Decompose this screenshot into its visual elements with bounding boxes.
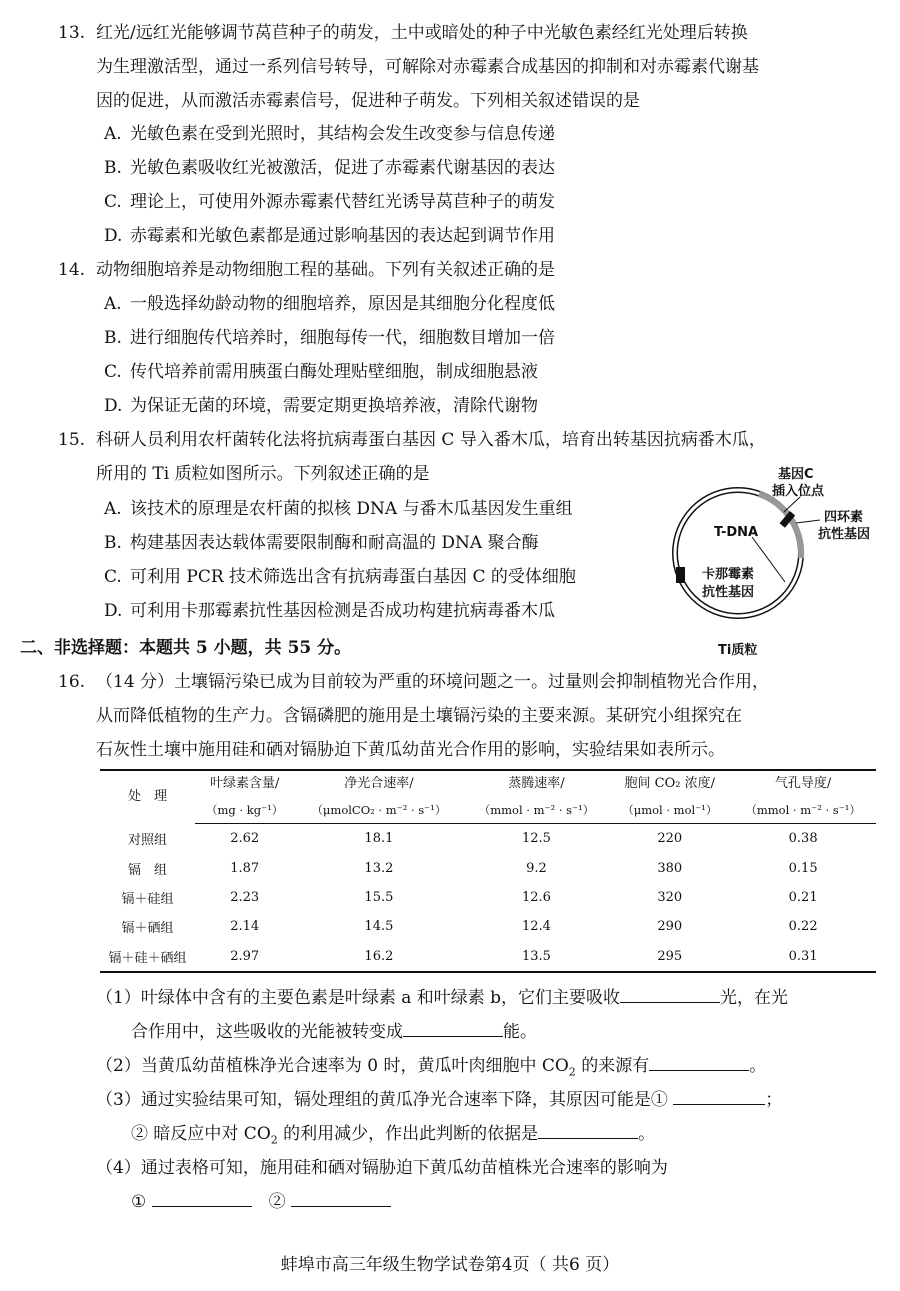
table-cell: 0.15 <box>788 860 818 876</box>
q16-sub1-line2 <box>131 1020 537 1044</box>
sub1-text-d: 能。 <box>503 1022 537 1042</box>
header-intercellular-co2 <box>609 770 730 797</box>
option-label: D. <box>104 396 123 416</box>
table-cell: 0.31 <box>730 942 876 972</box>
answer-blank[interactable] <box>673 1088 765 1105</box>
table-cell: 2.14 <box>230 919 260 935</box>
q13-option-d <box>104 224 555 248</box>
q14-number: 14. <box>58 260 86 280</box>
table-cell: 镉＋硅＋硒组 <box>100 942 195 972</box>
table-cell: 15.5 <box>364 889 394 905</box>
option-label: B. <box>104 533 122 553</box>
option-label: A. <box>104 124 122 144</box>
unit-intercellular-co2: （μmol · mol⁻¹） <box>609 797 730 824</box>
option-label: A. <box>104 499 122 519</box>
table-cell: 12.4 <box>522 919 551 935</box>
tetracycline-label: 四环素 <box>824 510 864 525</box>
q13-stem-2: 为生理激活型，通过一系列信号转导，可解除对赤霉素合成基因的抑制和对赤霉素代谢基 <box>96 57 759 77</box>
option-text: 可利用卡那霉素抗性基因检测是否成功构建抗病毒番木瓜 <box>130 601 555 621</box>
table-cell: 2.23 <box>230 889 260 905</box>
answer-blank[interactable] <box>291 1190 391 1207</box>
q15-stem-2: 所用的 Ti 质粒如图所示。下列叙述正确的是 <box>96 464 430 484</box>
q16-stem-3: 石灰性土壤中施用硅和硒对镉胁迫下黄瓜幼苗光合作用的影响，实验结果如表所示。 <box>96 740 725 760</box>
results-table <box>100 769 876 973</box>
kanamycin-gene-label: 抗性基因 <box>702 585 755 600</box>
header-treatment <box>100 770 195 824</box>
option-text: 赤霉素和光敏色素都是通过影响基因的表达起到调节作用 <box>130 226 555 246</box>
q16-number: 16. <box>58 672 86 692</box>
q13-stem-1: 红光/远红光能够调节莴苣种子的萌发，土中或暗处的种子中光敏色素经红光处理后转换 <box>96 23 748 43</box>
unit-chlorophyll: （mg · kg⁻¹） <box>195 797 294 824</box>
q14-option-c <box>104 360 538 384</box>
table-cell: 12.6 <box>522 889 551 905</box>
answer-marker-2: ② <box>268 1192 286 1212</box>
q16-sub2 <box>96 1054 766 1084</box>
tdna-segment <box>759 494 801 558</box>
sub1-text-b: 光，在光 <box>720 988 789 1008</box>
kanamycin-gene-block <box>676 567 685 583</box>
tet-pointer <box>796 520 820 523</box>
option-label: D. <box>104 601 123 621</box>
table-row <box>100 912 876 941</box>
insertion-site-label: 插入位点 <box>772 484 825 499</box>
ti-plasmid-diagram <box>660 460 892 660</box>
q16-stem-1: （14 分）土壤镉污染已成为目前较为严重的环境问题之一。过量则会抑制植物光合作用， <box>96 672 770 692</box>
header-label: 蒸腾速率/ <box>508 776 565 791</box>
option-label: C. <box>104 192 122 212</box>
option-text: 光敏色素在受到光照时，其结构会发生改变参与信息传递 <box>130 124 555 144</box>
header-transpiration <box>464 770 610 797</box>
q15-option-c <box>104 565 576 589</box>
q16-sub4-line1: （4）通过表格可知，施用硅和硒对镉胁迫下黄瓜幼苗植株光合速率的影响为 <box>96 1158 668 1178</box>
sub3-text-d: 的利用减少，作出此判断的依据是 <box>277 1124 539 1144</box>
option-label: C. <box>104 362 122 382</box>
sub2-text-b: 的来源有 <box>575 1056 650 1076</box>
q13-option-c <box>104 190 555 214</box>
q16-sub4-line2 <box>131 1190 391 1214</box>
q16-sub3-line1 <box>96 1088 782 1112</box>
table-cell: 0.21 <box>788 889 818 905</box>
unit-stomatal-conductance: （mmol · m⁻² · s⁻¹） <box>730 797 876 824</box>
q13-number: 13. <box>58 23 86 43</box>
table-row <box>100 942 876 972</box>
table-cell: 对照组 <box>128 832 168 848</box>
q14-option-a <box>104 292 555 316</box>
q16-sub3-line2 <box>131 1122 655 1152</box>
sub1-text-a: （1）叶绿体中含有的主要色素是叶绿素 a 和叶绿素 b，它们主要吸收 <box>96 988 621 1008</box>
q13-line-1 <box>58 21 748 45</box>
option-label: D. <box>104 226 123 246</box>
header-net-photosynthesis <box>294 770 463 797</box>
table-cell: 14.5 <box>364 919 394 935</box>
option-label: B. <box>104 328 122 348</box>
header-label: 胞间 CO₂ 浓度/ <box>624 776 716 791</box>
header-label: 气孔导度/ <box>774 776 832 791</box>
q15-option-a <box>104 497 573 521</box>
table-cell: 18.1 <box>364 831 394 847</box>
q13-option-b <box>104 156 555 180</box>
table-cell: 380 <box>657 860 683 876</box>
co2-subscript: 2 <box>568 1065 576 1079</box>
q15-option-b <box>104 531 539 555</box>
table-cell: 290 <box>657 919 683 935</box>
option-label: B. <box>104 158 122 178</box>
sub3-text-c: ② 暗反应中对 CO <box>131 1124 271 1144</box>
table-cell: 镉＋硅组 <box>121 891 174 907</box>
option-text: 该技术的原理是农杆菌的拟核 DNA 与番木瓜基因发生重组 <box>130 499 573 519</box>
section-title: 二、非选择题：本题共 5 小题，共 55 分。 <box>20 638 352 658</box>
sub2-text-a: （2）当黄瓜幼苗植株净光合速率为 0 时，黄瓜叶肉细胞中 CO <box>96 1056 569 1076</box>
sub3-text-b: ； <box>765 1090 783 1110</box>
header-stomatal-conductance <box>730 770 876 797</box>
q15-line-1 <box>58 428 766 452</box>
table-cell: 16.2 <box>294 942 463 972</box>
table-cell: 0.22 <box>788 919 818 935</box>
table-cell: 295 <box>609 942 730 972</box>
q15-stem-1: 科研人员利用农杆菌转化法将抗病毒蛋白基因 C 导入番木瓜，培育出转基因抗病番木瓜， <box>96 430 766 450</box>
tetracycline-gene-label: 抗性基因 <box>818 527 871 542</box>
table-cell: 0.38 <box>788 831 818 847</box>
option-text: 构建基因表达载体需要限制酶和耐高温的 DNA 聚合酶 <box>130 533 539 553</box>
answer-blank[interactable] <box>403 1020 503 1037</box>
table-cell: 12.5 <box>522 831 551 847</box>
kanamycin-label: 卡那霉素 <box>702 567 755 582</box>
header-chlorophyll <box>195 770 294 797</box>
option-text: 可利用 PCR 技术筛选出含有抗病毒蛋白基因 C 的受体细胞 <box>130 567 576 587</box>
q14-option-d <box>104 394 538 418</box>
answer-blank[interactable] <box>538 1122 638 1139</box>
co2-subscript: 2 <box>270 1133 278 1147</box>
q15-option-d <box>104 599 555 623</box>
option-text: 传代培养前需用胰蛋白酶处理贴壁细胞，制成细胞悬液 <box>130 362 538 382</box>
answer-marker-1: ① <box>131 1192 147 1212</box>
table-row <box>100 883 876 912</box>
header-label: 叶绿素含量/ <box>209 776 280 791</box>
table-cell: 2.62 <box>230 831 260 847</box>
q15-number: 15. <box>58 430 86 450</box>
sub3-text-a: （3）通过实验结果可知，镉处理组的黄瓜净光合速率下降，其原因可能是① <box>96 1090 668 1110</box>
option-text: 理论上，可使用外源赤霉素代替红光诱导莴苣种子的萌发 <box>130 192 555 212</box>
table-cell: 镉＋硒组 <box>121 921 174 937</box>
gene-c-label: 基因C <box>778 467 814 482</box>
answer-blank[interactable] <box>649 1054 749 1071</box>
answer-blank[interactable] <box>152 1190 252 1207</box>
tdna-label: T-DNA <box>714 525 759 540</box>
sub1-text-c: 合作用中，这些吸收的光能被转变成 <box>131 1022 403 1042</box>
q16-stem-2: 从而降低植物的生产力。含镉磷肥的施用是土壤镉污染的主要来源。某研究小组探究在 <box>96 706 742 726</box>
q13-stem-3: 因的促进，从而激活赤霉素信号，促进种子萌发。下列相关叙述错误的是 <box>96 91 640 111</box>
q16-sub1-line1 <box>96 986 788 1010</box>
unit-transpiration: （mmol · m⁻² · s⁻¹） <box>464 797 610 824</box>
tdna-pointer <box>752 537 785 582</box>
header-label: 处 理 <box>128 789 168 805</box>
table-cell: 320 <box>657 889 683 905</box>
ti-plasmid-caption: Ti质粒 <box>718 643 758 658</box>
q14-option-b <box>104 326 555 350</box>
table-cell: 13.5 <box>464 942 610 972</box>
table-cell: 13.2 <box>364 860 394 876</box>
answer-blank[interactable] <box>620 986 720 1003</box>
option-label: A. <box>104 294 122 314</box>
table-cell: 220 <box>657 831 683 847</box>
option-label: C. <box>104 567 122 587</box>
page-footer: 蚌埠市高三年级生物学试卷第4页（ 共6 页） <box>280 1255 620 1275</box>
option-text: 进行细胞传代培养时，细胞每传一代，细胞数目增加一倍 <box>130 328 555 348</box>
table-cell: 9.2 <box>526 860 547 876</box>
table-cell: 1.87 <box>230 860 260 876</box>
option-text: 为保证无菌的环境，需要定期更换培养液，清除代谢物 <box>130 396 538 416</box>
option-text: 一般选择幼龄动物的细胞培养，原因是其细胞分化程度低 <box>130 294 555 314</box>
header-label: 净光合速率/ <box>344 776 414 791</box>
q13-option-a <box>104 122 555 146</box>
gene-c-pointer <box>784 497 800 512</box>
unit-net-photosynthesis: （μmolCO₂ · m⁻² · s⁻¹） <box>294 797 463 824</box>
table-cell: 2.97 <box>195 942 294 972</box>
table-row <box>100 824 876 854</box>
table-cell: 镉 组 <box>128 862 168 878</box>
sub2-text-c: 。 <box>749 1056 767 1076</box>
q14-line-1 <box>58 258 555 282</box>
option-text: 光敏色素吸收红光被激活，促进了赤霉素代谢基因的表达 <box>130 158 555 178</box>
q16-line-1 <box>58 670 769 694</box>
table-row <box>100 853 876 882</box>
q14-stem-1: 动物细胞培养是动物细胞工程的基础。下列有关叙述正确的是 <box>96 260 555 280</box>
sub3-text-e: 。 <box>638 1124 656 1144</box>
